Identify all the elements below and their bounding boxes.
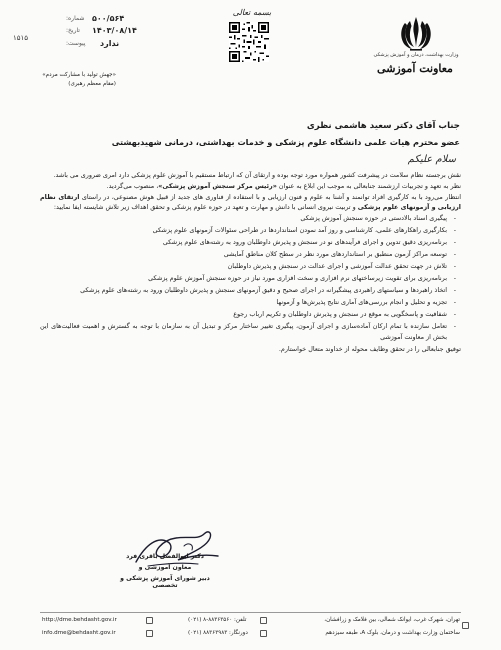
website-link[interactable]: http://dme.behdasht.gov.ir bbox=[42, 617, 117, 623]
list-item: - شفافیت و پاسخگویی به موقع در سنجش و پذیرش داوطلبان و تکریم ارباب رجوع bbox=[40, 309, 447, 320]
fax-number: دورنگار: ۸۸۳۶۳۹۸۳ (۰۲۱) bbox=[188, 630, 248, 636]
signatory-name: دکتر ابوالفضل باقری فرد bbox=[126, 553, 204, 560]
mail-icon bbox=[146, 630, 153, 637]
list-item: - توسعه مراکز آزمون منطبق بر استانداردهای مورد نظر در سطح کلان مناطق آمایشی bbox=[40, 249, 447, 260]
closing-line: توفیق جنابعالی را در تحقق وظایف محوله از خداوند متعال خواستارم. bbox=[278, 344, 461, 353]
department-title: معاونت آموزشی bbox=[377, 62, 453, 75]
appointment-title: «رئیس مرکز سنجش آموزش پزشکی» bbox=[158, 181, 277, 190]
side-number: ۱۵۱۵ bbox=[13, 34, 29, 42]
letter-number: ۵۰۰/۵۶۴ bbox=[92, 14, 125, 23]
addressee-name: جناب آقای دکتر سعید هاشمی نظری bbox=[306, 121, 460, 131]
qr-code bbox=[229, 22, 269, 62]
number-label: شماره: bbox=[66, 15, 85, 22]
signatory-title: دبیر شورای آموزش پزشکی و تخصصی bbox=[120, 575, 210, 589]
date-label: تاریخ: bbox=[66, 27, 80, 34]
slogan-attribution: (مقام معظم رهبری) bbox=[68, 81, 116, 87]
list-item: - برنامه‌ریزی دقیق تدوین و اجرای فرآیندهای نو در سنجش و پذیرش داوطلبان ورود به رشته‌های علوم پزشکی bbox=[40, 237, 447, 248]
list-item: - بکارگیری راهکارهای علمی، کارشناسی و روز آمد نمودن استانداردها در طراحی سئوالات آزمونهای علوم پزشکی bbox=[40, 225, 447, 236]
location-icon bbox=[462, 622, 469, 629]
attachment-label: پیوست: bbox=[66, 40, 86, 47]
phone-number: تلفن: ۸۸۳۶۳۵۶۰-۸ (۰۲۱) bbox=[188, 617, 247, 623]
letter-date: ۱۴۰۳/۰۸/۱۴ bbox=[92, 26, 137, 35]
bismillah-heading: بسمه تعالی bbox=[232, 8, 272, 17]
ministry-name: وزارت بهداشت، درمان و آموزش پزشکی bbox=[373, 52, 459, 58]
letter-body bbox=[40, 170, 461, 355]
slogan: «جهش تولید با مشارکت مردم» bbox=[42, 72, 116, 78]
address-line: تهران، شهرک غرب، ایوانک شمالی، بین فلامک و زرافشان، bbox=[324, 617, 460, 623]
body-paragraph: انتظار می‌رود با به کارگیری افراد توانمند و آشنا به علوم و فنون ارزیابی و با استفاده از فناوری های جدید از قبیل هوش مصنوعی، در راستای ارتقای نظام ارزیابی و آزمونهای علوم پزشکی و تربیت نیروی انسانی با دانش و مهارت و تعهد در حوزه علوم پزشکی و تحقق اهداف زیر تلاش شایسته ایفا نمایید: bbox=[40, 192, 462, 212]
body-paragraph: نقش برجسته نظام سلامت در پیشرفت کشور همواره مورد توجه بوده و ارتقای آن که ارتباط مستقیم با آموزش علوم پزشکی دارد امری ضروری می باشد. bbox=[53, 171, 461, 179]
addressee-title: عضو محترم هیات علمی دانشگاه علوم پزشکی و خدمات بهداشتی، درمانی شهیدبهشتی bbox=[111, 137, 460, 147]
email-link[interactable]: info.dme@behdasht.gov.ir bbox=[42, 630, 116, 636]
list-item: - برنامه‌ریزی برای تقویت زیرساختهای نرم افزاری و سخت افزاری مورد نیاز در حوزه سنجش آموزش علوم پزشکی bbox=[40, 273, 447, 284]
list-item: - تلاش در جهت تحقق عدالت آموزشی و اجرای عدالت در سنجش و پذیرش داوطلبان bbox=[40, 261, 447, 272]
list-item: - پیگیری اسناد بالادستی در حوزه سنجش آموزش پزشکی bbox=[40, 213, 447, 224]
body-paragraph: نظر به تعهد و تجربیات ارزشمند جنابعالی به موجب این ابلاغ به عنوان «رئیس مرکز سنجش آموزش پزشکی»، منصوب می‌گردید. bbox=[106, 181, 461, 190]
list-item: - تجزیه و تحلیل و انجام بررسی‌های آماری نتایج پذیرش‌ها و آزمونها bbox=[40, 297, 447, 308]
footer-divider bbox=[40, 612, 461, 613]
signatory-title: معاون آموزشی و bbox=[138, 564, 192, 571]
iran-emblem-icon bbox=[398, 14, 434, 52]
attachment-value: ندارد bbox=[100, 39, 120, 48]
list-item: - تعامل سازنده با تمام ارکان آماده‌سازی و اجرای آزمون، پیگیری تغییر ساختار مرکز و تبدیل آن به سازمان با توجه به گسترش و اهمیت فعالیت‌های این بخش از معاونت آموزشی bbox=[40, 321, 447, 343]
address-line: ساختمان وزارت بهداشت و درمان، بلوک A، طبقه سیزدهم bbox=[325, 630, 460, 636]
greeting: سلام علیکم bbox=[407, 154, 456, 165]
emphasis-text: ارتقای نظام ارزیابی و آزمونهای علوم پزشکی bbox=[40, 192, 461, 212]
goals-list bbox=[40, 213, 461, 342]
list-item: - اتخاذ راهبردها و سیاستهای راهبردی پیشگیرانه در اجرای صحیح و دقیق آزمونهای سنجش و پذیرش داوطلبان ورود به رشته‌های علوم پزشکی bbox=[40, 285, 447, 296]
phone-icon bbox=[260, 617, 267, 624]
globe-icon bbox=[146, 617, 153, 624]
fax-icon bbox=[260, 630, 267, 637]
